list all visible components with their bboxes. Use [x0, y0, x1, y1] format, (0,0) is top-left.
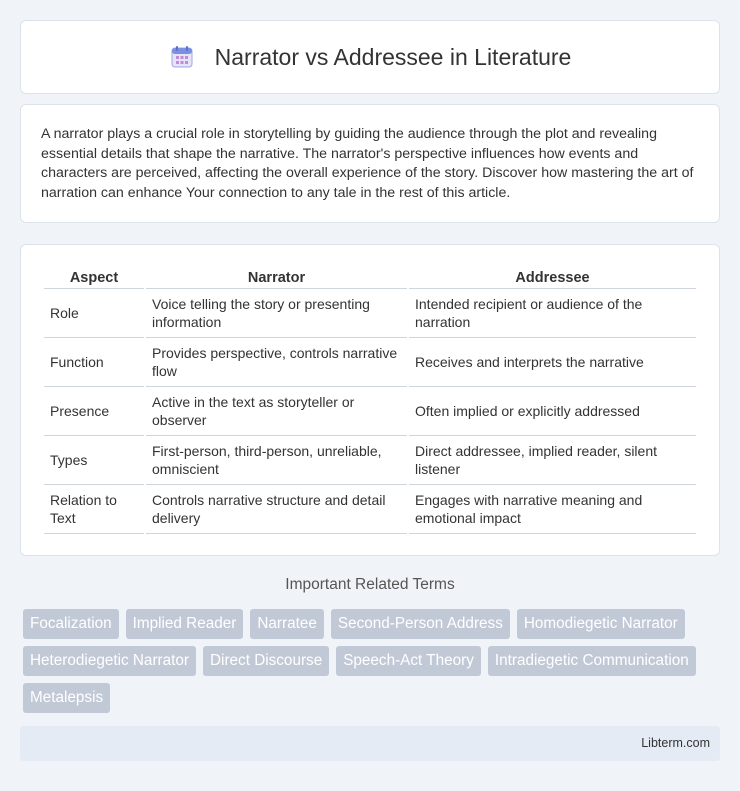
- table-row: [44, 387, 696, 436]
- cell-aspect: Types: [44, 436, 144, 485]
- cell-narrator: First-person, third-person, unreliable, omniscient: [146, 436, 407, 485]
- related-term-tag[interactable]: Direct Discourse: [203, 646, 329, 676]
- related-term-tag[interactable]: Intradiegetic Communication: [488, 646, 696, 676]
- related-term-tag[interactable]: Heterodiegetic Narrator: [23, 646, 196, 676]
- related-terms-list: [23, 609, 723, 713]
- calendar-icon: [169, 44, 195, 70]
- related-term-tag[interactable]: Second-Person Address: [331, 609, 510, 639]
- related-term-tag[interactable]: Metalepsis: [23, 683, 110, 713]
- cell-aspect: Relation to Text: [44, 485, 144, 534]
- cell-addressee: Intended recipient or audience of the narration: [409, 289, 696, 338]
- table-row: [44, 485, 696, 534]
- footer-site-link[interactable]: Libterm.com: [641, 736, 710, 750]
- table-row: [44, 338, 696, 387]
- related-term-tag[interactable]: Focalization: [23, 609, 119, 639]
- intro-text: A narrator plays a crucial role in storytelling by guiding the audience through the plot and revealing essential details that shape the narrative. The narrator's perspective influences how events and characters are perceived, affecting the overall experience of the story. Discover how mastering the art of narration can enhance Your connection to any tale in the rest of this article.: [41, 126, 694, 201]
- page-title: Narrator vs Addressee in Literature: [214, 43, 572, 70]
- cell-addressee: Receives and interprets the narrative: [409, 338, 696, 387]
- related-term-tag[interactable]: Implied Reader: [126, 609, 244, 639]
- related-term-tag[interactable]: Narratee: [250, 609, 324, 639]
- related-term-tag[interactable]: Speech-Act Theory: [336, 646, 481, 676]
- table-row: [44, 436, 696, 485]
- cell-narrator: Provides perspective, controls narrative flow: [146, 338, 407, 387]
- cell-addressee: Direct addressee, implied reader, silent listener: [409, 436, 696, 485]
- cell-addressee: Engages with narrative meaning and emotional impact: [409, 485, 696, 534]
- cell-narrator: Active in the text as storyteller or observer: [146, 387, 407, 436]
- related-term-tag[interactable]: Homodiegetic Narrator: [517, 609, 685, 639]
- header-narrator: Narrator: [146, 265, 407, 289]
- comparison-table-card: [20, 244, 720, 556]
- comparison-table: [42, 265, 698, 534]
- cell-addressee: Often implied or explicitly addressed: [409, 387, 696, 436]
- header-card: [20, 20, 720, 94]
- header-aspect: Aspect: [44, 265, 144, 289]
- cell-aspect: Function: [44, 338, 144, 387]
- intro-card: [20, 104, 720, 223]
- footer: [20, 726, 720, 761]
- cell-narrator: Voice telling the story or presenting information: [146, 289, 407, 338]
- cell-aspect: Presence: [44, 387, 144, 436]
- header-addressee: Addressee: [409, 265, 696, 289]
- table-row: [44, 289, 696, 338]
- related-terms-title: Important Related Terms: [285, 576, 455, 593]
- cell-narrator: Controls narrative structure and detail delivery: [146, 485, 407, 534]
- cell-aspect: Role: [44, 289, 144, 338]
